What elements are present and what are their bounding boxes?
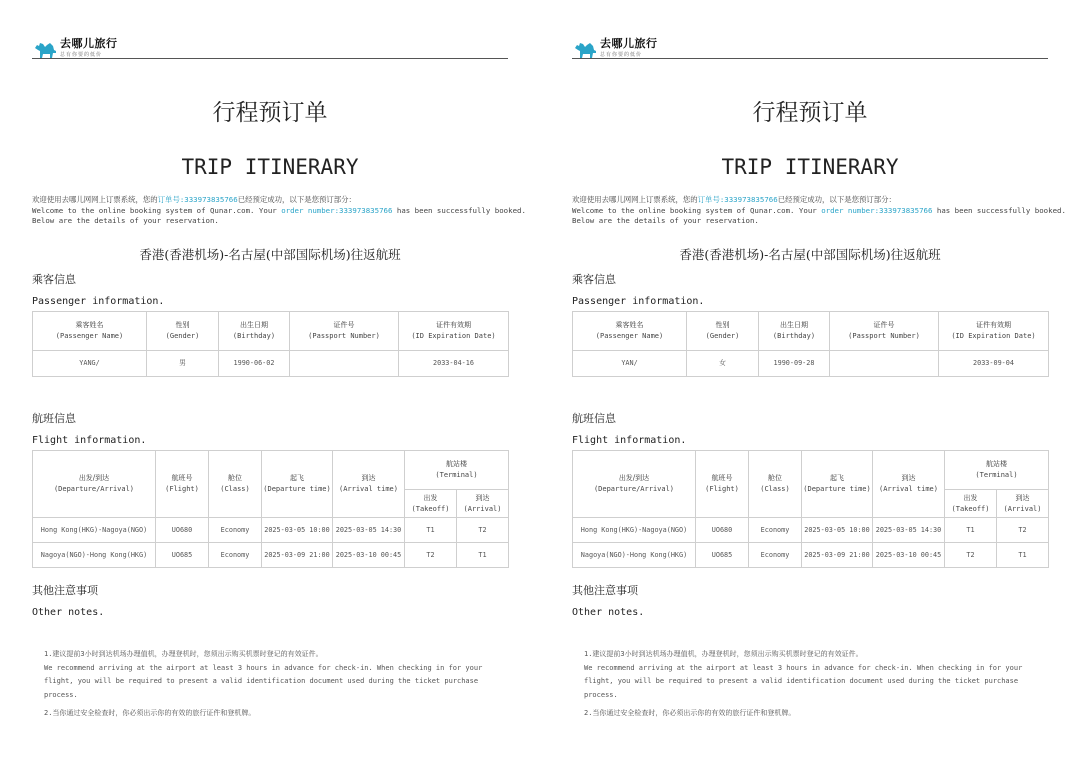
flight-header-row [573,451,1049,490]
header-flight: 航班号 (Flight) [156,451,209,518]
flight-row [33,543,509,568]
passenger-table [32,311,509,377]
passenger-name: YANG/ [33,351,147,377]
flight-terminal-arrival: T1 [997,543,1049,568]
note-1-en-line-2: flight, you will be required to present a valid identification document used during the ticket purchase [584,677,1019,685]
flight-class: Economy [209,518,262,543]
order-number-link-en[interactable]: order number:333973835766 [281,205,393,215]
header-birthday: 出生日期 (Birthday) [759,312,830,351]
logo-name: 去哪儿旅行 [60,36,118,50]
header-class: 舱位 (Class) [749,451,802,518]
qunar-logo [574,36,658,59]
flight-class: Economy [749,543,802,568]
route-title: 香港(香港机场)-名古屋(中部国际机场)往返航班 [679,247,941,262]
flight-route: Hong Kong(HKG)-Nagoya(NGO) [573,518,696,543]
flight-row [573,543,1049,568]
header-passport-number: 证件号 (Passport Number) [830,312,939,351]
passenger-section-heading-cn: 乘客信息 [32,273,76,286]
flight-row [33,518,509,543]
intro-line-cn: 欢迎使用去哪儿网网上订票系统，您的订单号:333973835766已经预定成功，以下是您预订部分： [32,195,356,204]
page-title-cn: 行程预订单 [752,100,868,126]
intro-line-cn: 欢迎使用去哪儿网网上订票系统，您的订单号:333973835766已经预定成功，以下是您预订部分： [572,195,896,204]
flight-row [573,518,1049,543]
flight-number: UO685 [696,543,749,568]
passenger-table [572,311,1049,377]
note-1-cn: 1.建议提前3小时到达机场办理值机，办理登机时，您须出示购买机票时登记的有效证件。 [44,650,323,658]
header-terminal-arrival: 到达 (Arrival) [457,490,509,518]
header-terminal-takeoff: 出发 (Takeoff) [405,490,457,518]
note-2-cn: 2.当你通过安全检查时，你必须出示你的有效的旅行证件和登机牌。 [44,709,256,717]
intro-line-en-2: Below are the details of your reservation. [32,216,219,225]
header-birthday: 出生日期 (Birthday) [219,312,290,351]
intro-line-en: Welcome to the online booking system of Qunar.com. Your order number:333973835766 has been successfully booked. [32,205,526,215]
page-title-en: TRIP ITINERARY [721,155,899,179]
flight-class: Economy [209,543,262,568]
header-departure-time: 起飞 (Departure time) [802,451,873,518]
header-id-expiration: 证件有效期 (ID Expiration Date) [399,312,509,351]
order-number-link-cn[interactable]: 订单号:333973835766 [157,195,238,204]
intro-text [32,195,526,227]
passenger-gender: 女 [687,351,759,377]
header-gender: 性别 (Gender) [147,312,219,351]
flight-departure-time: 2025-03-05 10:00 [802,518,873,543]
passenger-row [573,351,1049,377]
flight-terminal-arrival: T2 [997,518,1049,543]
passenger-birthday: 1990-09-28 [759,351,830,377]
logo-slogan: 总有你要的低价 [60,51,103,58]
flight-arrival-time: 2025-03-10 00:45 [873,543,945,568]
intro-line-en-2: Below are the details of your reservation. [572,216,759,225]
flight-departure-time: 2025-03-05 10:00 [262,518,333,543]
header-departure-time: 起飞 (Departure time) [262,451,333,518]
flight-table [32,450,509,568]
note-1-en-line-3: process. [44,690,78,699]
passenger-expiry: 2033-09-04 [939,351,1049,377]
flight-section-heading-en: Flight information. [572,435,687,446]
header-flight: 航班号 (Flight) [696,451,749,518]
order-number-link-en[interactable]: order number:333973835766 [821,205,933,215]
logo-name: 去哪儿旅行 [600,36,658,50]
note-1-en-line-1: We recommend arriving at the airport at least 3 hours in advance for check-in. When checking in for your [44,663,483,672]
passenger-section-heading-en: Passenger information. [32,296,165,307]
flight-route: Nagoya(NGO)-Hong Kong(HKG) [573,543,696,568]
header-terminal: 航站楼 (Terminal) [405,451,509,490]
camel-icon [574,39,598,59]
notes-section-heading-cn: 其他注意事项 [32,584,98,597]
header-arrival-time: 到达 (Arrival time) [333,451,405,518]
flight-terminal-takeoff: T1 [405,518,457,543]
flight-header-row [33,451,509,490]
note-1-en-line-1: We recommend arriving at the airport at least 3 hours in advance for check-in. When checking in for your [584,663,1023,672]
header-gender: 性别 (Gender) [687,312,759,351]
header-class: 舱位 (Class) [209,451,262,518]
flight-table [572,450,1049,568]
notes-section-heading-cn: 其他注意事项 [572,584,638,597]
page-title-cn: 行程预订单 [212,100,328,126]
flight-terminal-arrival: T1 [457,543,509,568]
header-terminal-takeoff: 出发 (Takeoff) [945,490,997,518]
flight-arrival-time: 2025-03-05 14:30 [873,518,945,543]
passenger-header-row [573,312,1049,351]
header-route: 出发/到达 (Departure/Arrival) [33,451,156,518]
flight-route: Nagoya(NGO)-Hong Kong(HKG) [33,543,156,568]
flight-number: UO680 [696,518,749,543]
camel-icon [34,39,58,59]
flight-terminal-takeoff: T2 [405,543,457,568]
intro-text [572,195,1066,227]
header-divider [572,58,1048,59]
flight-route: Hong Kong(HKG)-Nagoya(NGO) [33,518,156,543]
header-terminal: 航站楼 (Terminal) [945,451,1049,490]
notes-section-heading-en: Other notes. [572,607,645,618]
passenger-header-row [33,312,509,351]
qunar-logo [34,36,118,59]
flight-terminal-takeoff: T2 [945,543,997,568]
note-2-cn: 2.当你通过安全检查时，你必须出示你的有效的旅行证件和登机牌。 [584,709,796,717]
header-id-expiration: 证件有效期 (ID Expiration Date) [939,312,1049,351]
flight-section-heading-en: Flight information. [32,435,147,446]
passenger-passport [290,351,399,377]
passenger-expiry: 2033-04-16 [399,351,509,377]
note-1-en-line-2: flight, you will be required to present a valid identification document used during the ticket purchase [44,677,479,685]
notes-section-heading-en: Other notes. [32,607,105,618]
flight-class: Economy [749,518,802,543]
flight-arrival-time: 2025-03-10 00:45 [333,543,405,568]
itinerary-page [540,0,1080,764]
header-divider [32,58,508,59]
flight-terminal-takeoff: T1 [945,518,997,543]
notes-list [584,648,1024,721]
flight-section-heading-cn: 航班信息 [572,412,616,425]
page-title-en: TRIP ITINERARY [181,155,359,179]
passenger-birthday: 1990-06-02 [219,351,290,377]
intro-line-en: Welcome to the online booking system of Qunar.com. Your order number:333973835766 has been successfully booked. [572,205,1066,215]
flight-section-heading-cn: 航班信息 [32,412,76,425]
flight-departure-time: 2025-03-09 21:00 [802,543,873,568]
order-number-link-cn[interactable]: 订单号:333973835766 [697,195,778,204]
notes-list [44,648,484,721]
passenger-passport [830,351,939,377]
header-arrival-time: 到达 (Arrival time) [873,451,945,518]
logo-slogan: 总有你要的低价 [600,51,643,58]
flight-terminal-arrival: T2 [457,518,509,543]
flight-number: UO680 [156,518,209,543]
header-passenger-name: 乘客姓名 (Passenger Name) [33,312,147,351]
header-route: 出发/到达 (Departure/Arrival) [573,451,696,518]
passenger-name: YAN/ [573,351,687,377]
header-terminal-arrival: 到达 (Arrival) [997,490,1049,518]
flight-departure-time: 2025-03-09 21:00 [262,543,333,568]
flight-arrival-time: 2025-03-05 14:30 [333,518,405,543]
flight-number: UO685 [156,543,209,568]
header-passport-number: 证件号 (Passport Number) [290,312,399,351]
passenger-section-heading-en: Passenger information. [572,296,705,307]
passenger-gender: 男 [147,351,219,377]
header-passenger-name: 乘客姓名 (Passenger Name) [573,312,687,351]
note-1-en-line-3: process. [584,690,618,699]
passenger-section-heading-cn: 乘客信息 [572,273,616,286]
note-1-cn: 1.建议提前3小时到达机场办理值机，办理登机时，您须出示购买机票时登记的有效证件。 [584,650,863,658]
passenger-row [33,351,509,377]
route-title: 香港(香港机场)-名古屋(中部国际机场)往返航班 [139,247,401,262]
